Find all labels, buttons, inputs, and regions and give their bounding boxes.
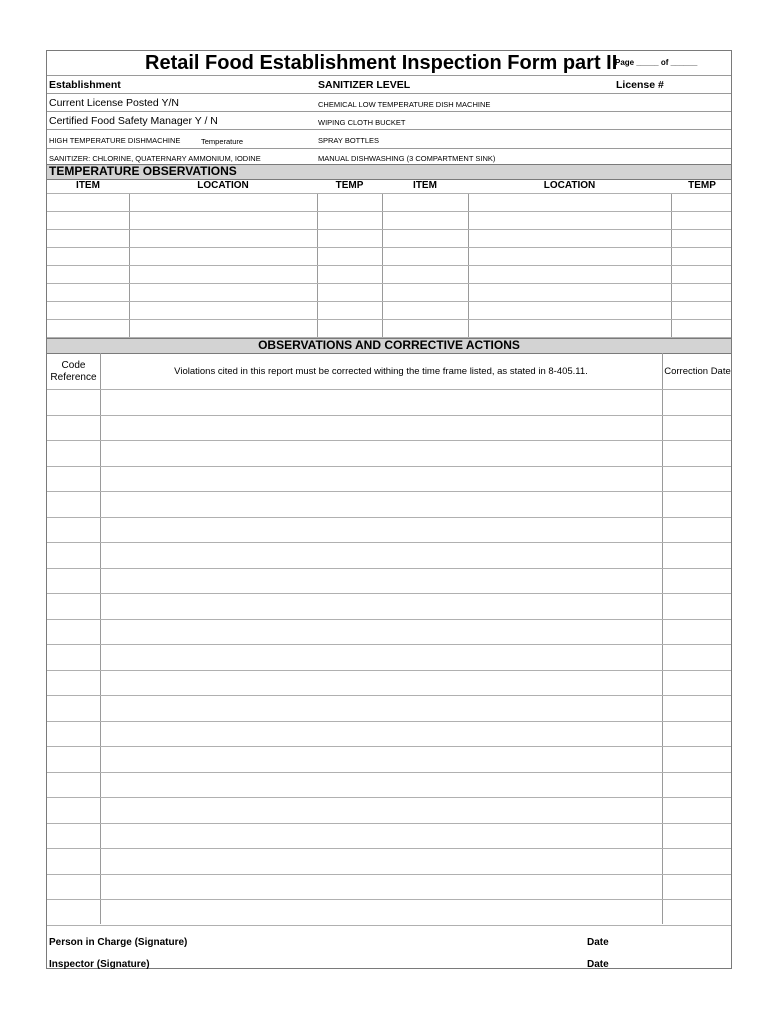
col-temp-2: TEMP [688,180,716,191]
temperature-observations-bar [47,164,731,180]
table-row [47,319,731,320]
divider [47,75,731,76]
table-row [47,695,731,696]
divider [47,129,731,130]
temperature-table-header [47,179,731,193]
table-row [47,899,731,900]
table-row [47,746,731,747]
col-location-1: LOCATION [197,180,249,191]
person-in-charge-signature-label: Person in Charge (Signature) [49,937,188,948]
violations-note: Violations cited in this report must be corrected withing the time frame listed, as stated in 8-405.11. [174,366,588,377]
sanitizer-level-label: SANITIZER LEVEL [318,79,411,91]
column-divider [662,389,663,924]
col-temp-1: TEMP [335,180,364,191]
table-row [47,772,731,773]
table-row [47,619,731,620]
table-row [47,925,731,926]
table-row [47,644,731,645]
table-row [47,517,731,518]
table-row [47,466,731,467]
observations-bar [47,338,731,354]
table-row [47,670,731,671]
establishment-label: Establishment [49,79,121,91]
inspector-signature-label: Inspector (Signature) [49,959,150,970]
code-reference-line2: Reference [50,372,97,383]
form-title: Retail Food Establishment Inspection Form part II [145,52,618,74]
table-row [47,193,731,194]
col-item-2: ITEM [413,180,437,191]
table-row [47,491,731,492]
correction-date-label: Correction Date [664,366,731,377]
table-row [47,593,731,594]
table-row [47,568,731,569]
code-reference-label [47,360,100,384]
table-row [47,797,731,798]
chemical-low-temp-label: CHEMICAL LOW TEMPERATURE DISH MACHINE [318,100,491,109]
sanitizer-types-label: SANITIZER: CHLORINE, QUATERNARY AMMONIUM, IODINE [49,154,261,163]
table-row [47,721,731,722]
observations-table-header [47,353,731,389]
date-label-2: Date [587,959,609,970]
certified-manager-label: Certified Food Safety Manager Y / N [49,115,218,127]
table-row [47,301,731,302]
wiping-cloth-label: WIPING CLOTH BUCKET [318,118,406,127]
divider [47,93,731,94]
page-number-label: Page _____ of ______ [615,58,698,67]
table-row [47,874,731,875]
divider [47,111,731,112]
date-label-1: Date [587,937,609,948]
table-row [47,265,731,266]
manual-dishwashing-label: MANUAL DISHWASHING (3 COMPARTMENT SINK) [318,154,496,163]
inspection-form [46,50,732,969]
temperature-table-body [47,193,731,338]
current-license-posted-label: Current License Posted Y/N [49,97,179,109]
table-row [47,440,731,441]
high-temp-dishmachine-label: HIGH TEMPERATURE DISHMACHINE [49,136,181,145]
table-row [47,542,731,543]
divider [47,148,731,149]
spray-bottles-label: SPRAY BOTTLES [318,136,379,145]
col-location-2: LOCATION [543,180,596,191]
code-reference-line1: Code [61,360,86,371]
observations-title: OBSERVATIONS AND CORRECTIVE ACTIONS [258,338,520,352]
temperature-label: Temperature [201,137,244,146]
table-row [47,283,731,284]
table-row [47,848,731,849]
table-row [47,415,731,416]
table-row [47,247,731,248]
table-row [47,211,731,212]
license-number-label: License # [616,79,664,91]
table-row [47,229,731,230]
table-row [47,389,731,390]
observations-table-body [47,389,731,924]
temperature-observations-title: TEMPERATURE OBSERVATIONS [49,164,237,178]
col-item-1: ITEM [76,180,100,191]
column-divider [100,389,101,924]
table-row [47,823,731,824]
